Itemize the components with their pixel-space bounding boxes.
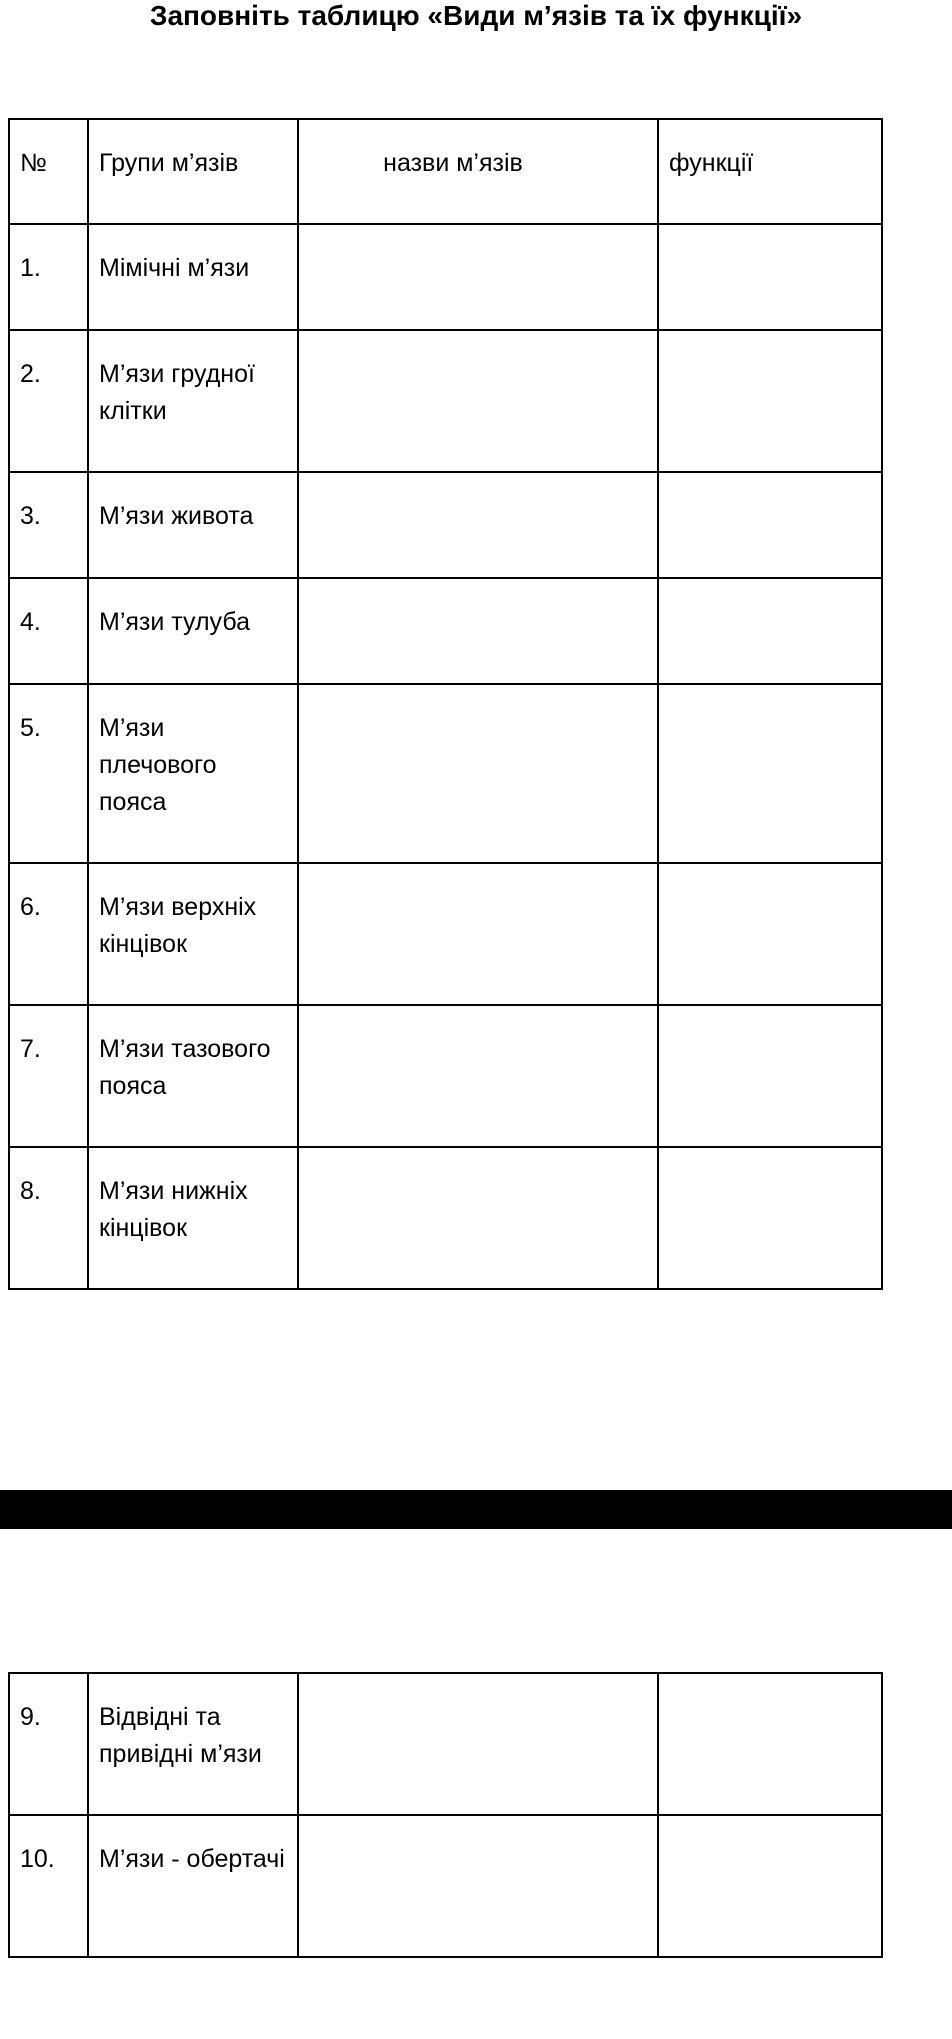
table-row	[9, 863, 882, 1005]
row-group: М’язи живота	[88, 472, 298, 578]
table-row	[9, 472, 882, 578]
functions-cell[interactable]	[658, 578, 882, 684]
functions-cell[interactable]	[658, 1147, 882, 1289]
names-cell[interactable]	[298, 1815, 658, 1957]
names-cell[interactable]	[298, 1147, 658, 1289]
row-group: М’язи плечового пояса	[88, 684, 298, 863]
functions-cell[interactable]	[658, 1815, 882, 1957]
header-names: назви м’язів	[298, 119, 658, 224]
muscles-table	[8, 118, 883, 1290]
functions-cell[interactable]	[658, 472, 882, 578]
row-number: 9.	[9, 1673, 88, 1815]
table-row	[9, 1815, 882, 1957]
names-cell[interactable]	[298, 472, 658, 578]
row-number: 7.	[9, 1005, 88, 1147]
page-break-band	[0, 1490, 952, 1529]
header-number: №	[9, 119, 88, 224]
functions-cell[interactable]	[658, 684, 882, 863]
functions-cell[interactable]	[658, 224, 882, 330]
names-cell[interactable]	[298, 224, 658, 330]
table-row	[9, 1005, 882, 1147]
row-group: М’язи верхніх кінцівок	[88, 863, 298, 1005]
header-group: Групи м’язів	[88, 119, 298, 224]
table-row	[9, 224, 882, 330]
page-title: Заповніть таблицю «Види м’язів та їх функції»	[149, 0, 803, 31]
names-cell[interactable]	[298, 1673, 658, 1815]
row-group: М’язи тазового пояса	[88, 1005, 298, 1147]
table-row	[9, 1673, 882, 1815]
names-cell[interactable]	[298, 1005, 658, 1147]
row-group: Мімічні м’язи	[88, 224, 298, 330]
table-row	[9, 330, 882, 472]
row-number: 5.	[9, 684, 88, 863]
names-cell[interactable]	[298, 578, 658, 684]
names-cell[interactable]	[298, 684, 658, 863]
names-cell[interactable]	[298, 863, 658, 1005]
table-header-row	[9, 119, 882, 224]
functions-cell[interactable]	[658, 1005, 882, 1147]
functions-cell[interactable]	[658, 1673, 882, 1815]
row-number: 8.	[9, 1147, 88, 1289]
table-row	[9, 684, 882, 863]
row-number: 3.	[9, 472, 88, 578]
row-group: Відвідні та привідні м’язи	[88, 1673, 298, 1815]
table-row	[9, 1147, 882, 1289]
muscles-table-continued	[8, 1672, 883, 1958]
row-number: 2.	[9, 330, 88, 472]
row-group: М’язи тулуба	[88, 578, 298, 684]
names-cell[interactable]	[298, 330, 658, 472]
row-group: М’язи нижніх кінцівок	[88, 1147, 298, 1289]
row-group: М’язи - обертачі	[88, 1815, 298, 1957]
row-number: 1.	[9, 224, 88, 330]
functions-cell[interactable]	[658, 330, 882, 472]
row-number: 10.	[9, 1815, 88, 1957]
functions-cell[interactable]	[658, 863, 882, 1005]
row-group: М’язи грудної клітки	[88, 330, 298, 472]
row-number: 4.	[9, 578, 88, 684]
table-row	[9, 578, 882, 684]
header-functions: функції	[658, 119, 882, 224]
row-number: 6.	[9, 863, 88, 1005]
